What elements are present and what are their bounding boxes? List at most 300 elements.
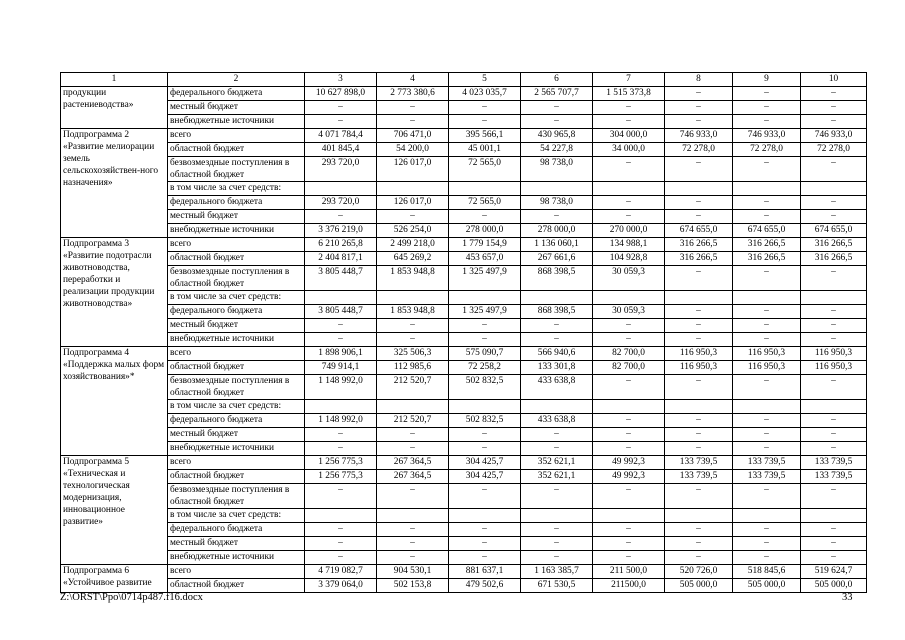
amount-cell: – — [521, 484, 593, 509]
table-row — [61, 129, 867, 143]
footer-file-path: Z:\ORST\Ppo\0714p487.f16.docx — [60, 592, 203, 603]
amount-cell: 3 376 219,0 — [305, 224, 377, 238]
amount-cell: – — [665, 157, 733, 182]
amount-cell: – — [449, 115, 521, 129]
amount-cell: 212 520,7 — [377, 414, 449, 428]
amount-cell: – — [593, 537, 665, 551]
amount-cell: – — [801, 523, 867, 537]
amount-cell: 1 325 497,9 — [449, 266, 521, 291]
table-row — [61, 565, 867, 579]
amount-cell: 304 000,0 — [593, 129, 665, 143]
table-row — [61, 333, 867, 347]
amount-cell: 1 256 775,3 — [305, 456, 377, 470]
amount-cell: – — [449, 523, 521, 537]
amount-cell: – — [593, 428, 665, 442]
amount-cell: – — [733, 442, 801, 456]
amount-cell: – — [521, 101, 593, 115]
amount-cell: 3 379 064,0 — [305, 579, 377, 593]
amount-cell: – — [665, 87, 733, 101]
amount-cell: 270 000,0 — [593, 224, 665, 238]
amount-cell: 316 266,5 — [665, 238, 733, 252]
amount-cell: – — [801, 196, 867, 210]
amount-cell: – — [733, 157, 801, 182]
amount-cell: 304 425,7 — [449, 456, 521, 470]
amount-cell: 1 148 992,0 — [305, 375, 377, 400]
funding-source: местный бюджет — [168, 101, 305, 115]
amount-cell: – — [665, 266, 733, 291]
amount-cell: 133 739,5 — [665, 470, 733, 484]
amount-cell: – — [733, 196, 801, 210]
amount-cell: 34 000,0 — [593, 143, 665, 157]
amount-cell: 49 992,3 — [593, 470, 665, 484]
subprogram-name: Подпрограмма 4 «Поддержка малых форм хозяйствования»* — [61, 347, 168, 456]
amount-cell: 520 726,0 — [665, 565, 733, 579]
funding-source: всего — [168, 565, 305, 579]
amount-cell: 267 661,6 — [521, 252, 593, 266]
amount-cell — [305, 182, 377, 196]
amount-cell: – — [449, 428, 521, 442]
amount-cell: – — [593, 157, 665, 182]
amount-cell: – — [801, 115, 867, 129]
amount-cell: 1 515 373,8 — [593, 87, 665, 101]
amount-cell — [733, 509, 801, 523]
amount-cell — [801, 509, 867, 523]
table-row — [61, 400, 867, 414]
amount-cell: 395 566,1 — [449, 129, 521, 143]
amount-cell: – — [665, 115, 733, 129]
amount-cell: – — [801, 414, 867, 428]
amount-cell: – — [305, 333, 377, 347]
amount-cell: 10 627 898,0 — [305, 87, 377, 101]
amount-cell: – — [377, 551, 449, 565]
table-row — [61, 305, 867, 319]
table-row — [61, 210, 867, 224]
table-row — [61, 442, 867, 456]
amount-cell: 519 624,7 — [801, 565, 867, 579]
amount-cell: – — [305, 101, 377, 115]
amount-cell: – — [449, 101, 521, 115]
amount-cell: – — [801, 157, 867, 182]
table-row — [61, 551, 867, 565]
amount-cell: – — [733, 210, 801, 224]
amount-cell: 453 657,0 — [449, 252, 521, 266]
funding-source: внебюджетные источники — [168, 442, 305, 456]
amount-cell: 1 256 775,3 — [305, 470, 377, 484]
amount-cell: 881 637,1 — [449, 565, 521, 579]
funding-source: областной бюджет — [168, 361, 305, 375]
table-row — [61, 523, 867, 537]
page-number: 33 — [842, 592, 853, 603]
amount-cell — [665, 400, 733, 414]
amount-cell — [665, 509, 733, 523]
table-row — [61, 266, 867, 291]
funding-source: безвозмездные поступления в областной бюджет — [168, 375, 305, 400]
amount-cell: 2 404 817,1 — [305, 252, 377, 266]
amount-cell — [449, 182, 521, 196]
table-row — [61, 347, 867, 361]
amount-cell: 4 071 784,4 — [305, 129, 377, 143]
table-row — [61, 87, 867, 101]
amount-cell: 98 738,0 — [521, 196, 593, 210]
amount-cell: – — [801, 210, 867, 224]
funding-source: в том числе за счет средств: — [168, 509, 305, 523]
amount-cell: 746 933,0 — [801, 129, 867, 143]
amount-cell — [521, 509, 593, 523]
amount-cell: 72 278,0 — [665, 143, 733, 157]
amount-cell: – — [449, 210, 521, 224]
amount-cell: 316 266,5 — [801, 252, 867, 266]
amount-cell: – — [733, 375, 801, 400]
amount-cell: 316 266,5 — [801, 238, 867, 252]
amount-cell: – — [449, 333, 521, 347]
funding-source: федерального бюджета — [168, 414, 305, 428]
amount-cell: – — [733, 319, 801, 333]
amount-cell: – — [733, 484, 801, 509]
funding-source: внебюджетные источники — [168, 224, 305, 238]
column-number-10: 10 — [801, 73, 867, 87]
column-number-1: 1 — [61, 73, 168, 87]
amount-cell: – — [521, 523, 593, 537]
amount-cell: – — [305, 484, 377, 509]
subprogram-name: Подпрограмма 2 «Развитие мелиорации земель сельскохозяйствен-ного назначения» — [61, 129, 168, 238]
amount-cell — [377, 509, 449, 523]
amount-cell: 30 059,3 — [593, 266, 665, 291]
table-row — [61, 101, 867, 115]
amount-cell: 2 499 218,0 — [377, 238, 449, 252]
table-row — [61, 157, 867, 182]
amount-cell: – — [305, 319, 377, 333]
amount-cell: – — [521, 319, 593, 333]
amount-cell: – — [665, 305, 733, 319]
amount-cell — [665, 182, 733, 196]
amount-cell: 54 200,0 — [377, 143, 449, 157]
amount-cell: 1 779 154,9 — [449, 238, 521, 252]
amount-cell: – — [449, 484, 521, 509]
funding-source: безвозмездные поступления в областной бюджет — [168, 484, 305, 509]
amount-cell: 316 266,5 — [733, 252, 801, 266]
amount-cell: – — [521, 333, 593, 347]
amount-cell: – — [801, 266, 867, 291]
amount-cell: – — [733, 305, 801, 319]
amount-cell: – — [377, 537, 449, 551]
amount-cell: 133 739,5 — [665, 456, 733, 470]
amount-cell: – — [801, 319, 867, 333]
amount-cell: – — [593, 414, 665, 428]
column-number-2: 2 — [168, 73, 305, 87]
funding-source: в том числе за счет средств: — [168, 182, 305, 196]
amount-cell: 1 898 906,1 — [305, 347, 377, 361]
amount-cell: 133 739,5 — [801, 470, 867, 484]
amount-cell: 72 258,2 — [449, 361, 521, 375]
amount-cell: 566 940,6 — [521, 347, 593, 361]
amount-cell: – — [665, 537, 733, 551]
budget-table — [60, 72, 867, 593]
amount-cell — [377, 400, 449, 414]
funding-source: местный бюджет — [168, 319, 305, 333]
amount-cell: – — [377, 428, 449, 442]
amount-cell — [305, 509, 377, 523]
column-number-8: 8 — [665, 73, 733, 87]
amount-cell — [377, 291, 449, 305]
amount-cell — [521, 400, 593, 414]
amount-cell — [733, 291, 801, 305]
amount-cell: 746 933,0 — [665, 129, 733, 143]
amount-cell: 1 853 948,8 — [377, 266, 449, 291]
amount-cell — [801, 400, 867, 414]
amount-cell: 505 000,0 — [733, 579, 801, 593]
amount-cell: – — [733, 414, 801, 428]
amount-cell: – — [377, 101, 449, 115]
table-row — [61, 196, 867, 210]
table-row — [61, 252, 867, 266]
amount-cell: 4 023 035,7 — [449, 87, 521, 101]
amount-cell: – — [377, 210, 449, 224]
amount-cell — [593, 400, 665, 414]
funding-source: местный бюджет — [168, 210, 305, 224]
amount-cell: – — [665, 428, 733, 442]
amount-cell: – — [593, 115, 665, 129]
column-number-7: 7 — [593, 73, 665, 87]
amount-cell: 746 933,0 — [733, 129, 801, 143]
amount-cell: – — [377, 484, 449, 509]
amount-cell: 211 500,0 — [593, 565, 665, 579]
amount-cell: – — [593, 101, 665, 115]
amount-cell: – — [801, 442, 867, 456]
table-row — [61, 484, 867, 509]
amount-cell: – — [593, 375, 665, 400]
amount-cell: 1 136 060,1 — [521, 238, 593, 252]
amount-cell: 98 738,0 — [521, 157, 593, 182]
funding-source: областной бюджет — [168, 252, 305, 266]
funding-source: безвозмездные поступления в областной бюджет — [168, 157, 305, 182]
amount-cell: – — [665, 414, 733, 428]
amount-cell: – — [665, 210, 733, 224]
amount-cell: – — [665, 523, 733, 537]
table-row — [61, 470, 867, 484]
amount-cell: 433 638,8 — [521, 375, 593, 400]
amount-cell: – — [665, 319, 733, 333]
amount-cell — [449, 291, 521, 305]
amount-cell: 352 621,1 — [521, 456, 593, 470]
amount-cell: – — [377, 115, 449, 129]
table-row — [61, 579, 867, 593]
funding-source: федерального бюджета — [168, 196, 305, 210]
amount-cell: 278 000,0 — [521, 224, 593, 238]
subprogram-name: Подпрограмма 5 «Техническая и технологическая модернизация, инновационное развитие» — [61, 456, 168, 565]
table-row — [61, 291, 867, 305]
amount-cell: 116 950,3 — [733, 347, 801, 361]
amount-cell — [665, 291, 733, 305]
amount-cell: – — [521, 210, 593, 224]
amount-cell — [305, 291, 377, 305]
table-row — [61, 143, 867, 157]
amount-cell: – — [733, 87, 801, 101]
header-row — [61, 73, 867, 87]
amount-cell — [593, 291, 665, 305]
amount-cell: 72 278,0 — [733, 143, 801, 157]
amount-cell: 671 530,5 — [521, 579, 593, 593]
amount-cell: 116 950,3 — [801, 347, 867, 361]
amount-cell — [733, 400, 801, 414]
funding-source: всего — [168, 129, 305, 143]
amount-cell: 212 520,7 — [377, 375, 449, 400]
amount-cell: 2 773 380,6 — [377, 87, 449, 101]
amount-cell: 645 269,2 — [377, 252, 449, 266]
amount-cell: 325 506,3 — [377, 347, 449, 361]
column-number-6: 6 — [521, 73, 593, 87]
amount-cell: – — [449, 551, 521, 565]
funding-source: федерального бюджета — [168, 523, 305, 537]
amount-cell: 30 059,3 — [593, 305, 665, 319]
funding-source: местный бюджет — [168, 428, 305, 442]
funding-source: внебюджетные источники — [168, 333, 305, 347]
column-number-3: 3 — [305, 73, 377, 87]
amount-cell: – — [665, 442, 733, 456]
amount-cell: 116 950,3 — [801, 361, 867, 375]
amount-cell: 352 621,1 — [521, 470, 593, 484]
amount-cell — [449, 509, 521, 523]
amount-cell — [521, 182, 593, 196]
amount-cell: – — [665, 551, 733, 565]
amount-cell — [801, 182, 867, 196]
amount-cell: – — [521, 428, 593, 442]
funding-source: федерального бюджета — [168, 305, 305, 319]
amount-cell: 3 805 448,7 — [305, 266, 377, 291]
amount-cell: 133 739,5 — [733, 470, 801, 484]
amount-cell: 293 720,0 — [305, 157, 377, 182]
amount-cell: 116 950,3 — [733, 361, 801, 375]
amount-cell: 1 325 497,9 — [449, 305, 521, 319]
amount-cell: – — [665, 375, 733, 400]
amount-cell: – — [801, 101, 867, 115]
amount-cell — [733, 182, 801, 196]
funding-source: внебюджетные источники — [168, 115, 305, 129]
amount-cell: 133 739,5 — [801, 456, 867, 470]
column-number-5: 5 — [449, 73, 521, 87]
amount-cell: – — [733, 537, 801, 551]
table-row — [61, 182, 867, 196]
amount-cell: – — [305, 523, 377, 537]
amount-cell: – — [521, 442, 593, 456]
amount-cell: – — [449, 537, 521, 551]
amount-cell: 904 530,1 — [377, 565, 449, 579]
table-row — [61, 115, 867, 129]
funding-source: в том числе за счет средств: — [168, 400, 305, 414]
amount-cell: – — [593, 484, 665, 509]
amount-cell: 49 992,3 — [593, 456, 665, 470]
amount-cell: – — [377, 333, 449, 347]
amount-cell: 1 853 948,8 — [377, 305, 449, 319]
funding-source: областной бюджет — [168, 143, 305, 157]
amount-cell — [377, 182, 449, 196]
amount-cell: 72 565,0 — [449, 157, 521, 182]
amount-cell: – — [801, 305, 867, 319]
amount-cell: 316 266,5 — [665, 252, 733, 266]
amount-cell: – — [665, 333, 733, 347]
amount-cell: – — [593, 523, 665, 537]
amount-cell: – — [801, 484, 867, 509]
amount-cell: – — [801, 333, 867, 347]
amount-cell: – — [665, 484, 733, 509]
amount-cell: 104 928,8 — [593, 252, 665, 266]
amount-cell: 479 502,6 — [449, 579, 521, 593]
amount-cell: 575 090,7 — [449, 347, 521, 361]
amount-cell: 526 254,0 — [377, 224, 449, 238]
subprogram-name: Подпрограмма 3 «Развитие подотрасли животноводства, переработки и реализации продукции животноводства» — [61, 238, 168, 347]
table-row — [61, 224, 867, 238]
amount-cell: – — [377, 442, 449, 456]
amount-cell: 4 719 082,7 — [305, 565, 377, 579]
amount-cell: 72 278,0 — [801, 143, 867, 157]
amount-cell: – — [801, 537, 867, 551]
column-number-4: 4 — [377, 73, 449, 87]
amount-cell: – — [305, 442, 377, 456]
amount-cell: – — [733, 523, 801, 537]
amount-cell: – — [733, 101, 801, 115]
amount-cell: 82 700,0 — [593, 361, 665, 375]
table-row — [61, 361, 867, 375]
amount-cell: 133 739,5 — [733, 456, 801, 470]
amount-cell: 706 471,0 — [377, 129, 449, 143]
amount-cell: – — [593, 319, 665, 333]
amount-cell: 505 000,0 — [665, 579, 733, 593]
amount-cell: – — [733, 551, 801, 565]
amount-cell: – — [521, 551, 593, 565]
table-row — [61, 428, 867, 442]
amount-cell: 3 805 448,7 — [305, 305, 377, 319]
amount-cell: 293 720,0 — [305, 196, 377, 210]
funding-source: в том числе за счет средств: — [168, 291, 305, 305]
amount-cell: – — [305, 428, 377, 442]
amount-cell: – — [305, 551, 377, 565]
amount-cell: – — [305, 115, 377, 129]
amount-cell: 267 364,5 — [377, 456, 449, 470]
amount-cell: – — [733, 115, 801, 129]
funding-source: областной бюджет — [168, 470, 305, 484]
amount-cell — [593, 182, 665, 196]
amount-cell: – — [801, 551, 867, 565]
funding-source: федерального бюджета — [168, 87, 305, 101]
amount-cell: 82 700,0 — [593, 347, 665, 361]
amount-cell: 749 914,1 — [305, 361, 377, 375]
amount-cell: – — [593, 442, 665, 456]
amount-cell: – — [377, 523, 449, 537]
funding-source: областной бюджет — [168, 579, 305, 593]
amount-cell: 45 001,1 — [449, 143, 521, 157]
amount-cell — [521, 291, 593, 305]
amount-cell: – — [593, 196, 665, 210]
amount-cell: 868 398,5 — [521, 266, 593, 291]
amount-cell: 54 227,8 — [521, 143, 593, 157]
table-row — [61, 319, 867, 333]
amount-cell: – — [521, 537, 593, 551]
funding-source: безвозмездные поступления в областной бюджет — [168, 266, 305, 291]
funding-source: внебюджетные источники — [168, 551, 305, 565]
table-row — [61, 509, 867, 523]
table-row — [61, 375, 867, 400]
amount-cell: – — [593, 333, 665, 347]
amount-cell: 126 017,0 — [377, 157, 449, 182]
amount-cell: 433 638,8 — [521, 414, 593, 428]
funding-source: всего — [168, 456, 305, 470]
amount-cell: 6 210 265,8 — [305, 238, 377, 252]
amount-cell: – — [521, 115, 593, 129]
amount-cell: – — [801, 428, 867, 442]
funding-source: местный бюджет — [168, 537, 305, 551]
subprogram-name: продукции растениеводства» — [61, 87, 168, 129]
table-row — [61, 537, 867, 551]
amount-cell: 401 845,4 — [305, 143, 377, 157]
